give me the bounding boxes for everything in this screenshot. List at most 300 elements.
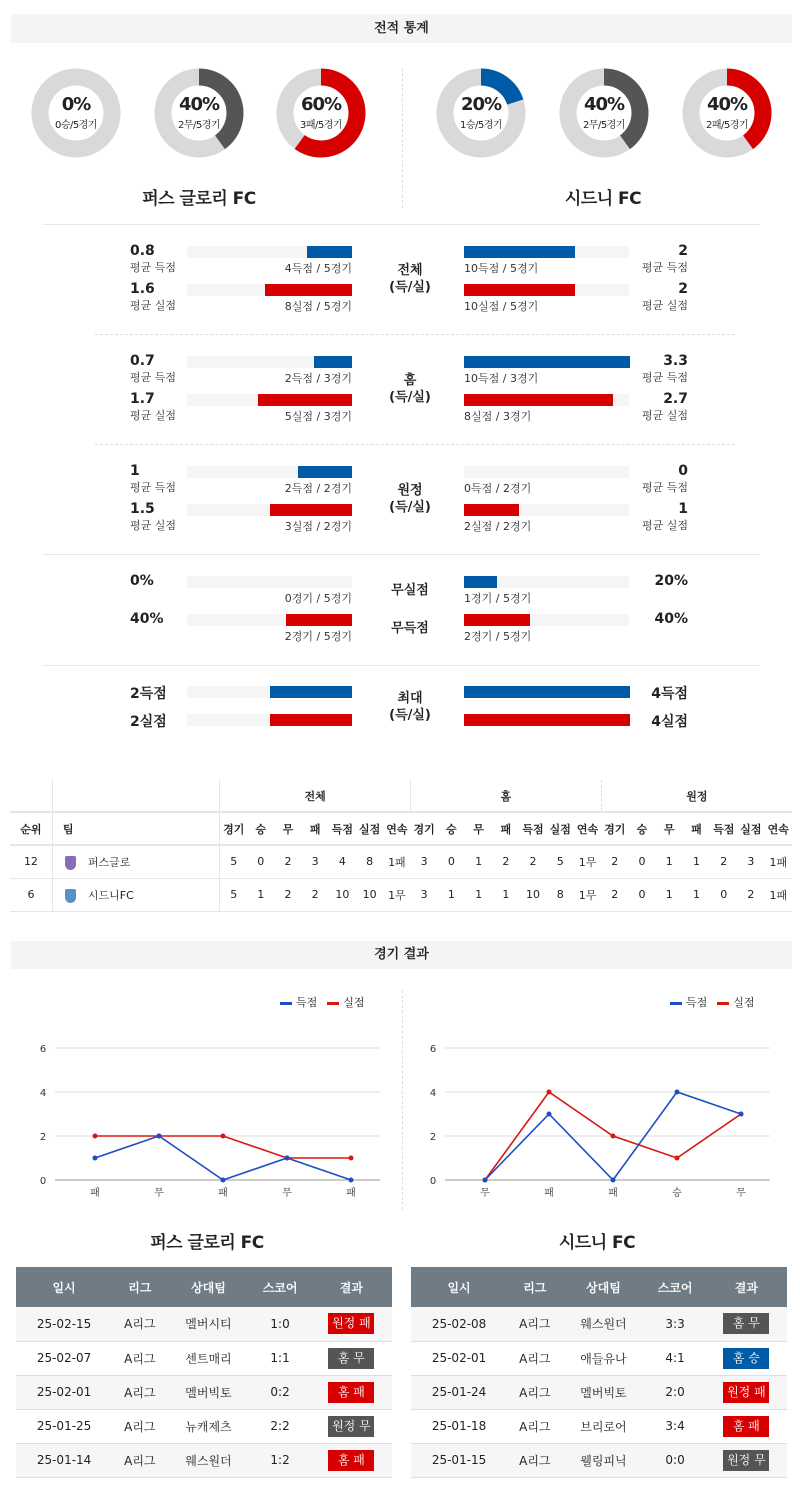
donut-caption: 0승/5경기 xyxy=(54,120,98,131)
left-bar xyxy=(187,504,352,516)
x-tick-label: 패 xyxy=(346,1188,356,1199)
right-bar xyxy=(464,394,629,406)
column-header: 무 xyxy=(663,822,675,836)
column-header: 실점 xyxy=(359,822,381,836)
stat-cell: 1패 xyxy=(769,855,788,869)
x-tick-label: 패 xyxy=(218,1188,228,1199)
stat-cell: 1 xyxy=(502,888,510,901)
right-bar-fill xyxy=(464,576,497,588)
result-cell: 2:0 xyxy=(644,1375,705,1409)
column-header: 패 xyxy=(309,822,321,836)
left-bar xyxy=(187,284,352,296)
column-header: 결과 xyxy=(311,1267,392,1307)
right-value: 2 xyxy=(678,281,688,297)
stat-cell: 2 xyxy=(311,888,319,901)
group-header: 홈 xyxy=(411,780,602,812)
data-point xyxy=(93,1134,98,1139)
right-info: 0득점 / 2경기 xyxy=(464,482,532,495)
right-bar-fill xyxy=(464,394,613,406)
left-label: 평균 득점 xyxy=(130,261,177,274)
result-cell: 25-02-15 xyxy=(16,1307,112,1341)
left-value: 0.7 xyxy=(130,353,155,369)
team-name: 퍼스 글로리 FC xyxy=(142,189,256,209)
legend-label: 실점 xyxy=(733,996,755,1009)
left-info: 2득점 / 2경기 xyxy=(284,482,352,495)
right-value: 20% xyxy=(654,573,688,589)
column-header: 스코어 xyxy=(249,1267,310,1307)
chart-legend xyxy=(660,994,755,1010)
legend-label: 득점 xyxy=(686,996,708,1009)
data-point xyxy=(221,1134,226,1139)
result-cell: A리그 xyxy=(507,1443,562,1477)
blank xyxy=(52,780,219,812)
left-bar-fill xyxy=(270,714,353,726)
x-tick-label: 패 xyxy=(608,1188,618,1199)
result-cell xyxy=(706,1409,787,1443)
right-bar-fill xyxy=(464,246,575,258)
left-value: 0.8 xyxy=(130,243,155,259)
right-value: 4실점 xyxy=(651,714,688,730)
y-tick-label: 2 xyxy=(429,1132,437,1143)
data-point xyxy=(483,1178,488,1183)
column-header: 상대팀 xyxy=(563,1267,645,1307)
stat-cell: 1무 xyxy=(388,888,406,902)
stat-cell: 3 xyxy=(420,888,428,901)
x-tick-label: 패 xyxy=(544,1188,554,1199)
result-badge: 원정 패 xyxy=(328,1313,374,1334)
left-bar-fill xyxy=(270,686,353,698)
block-label: 전체 (득/실) xyxy=(389,263,431,295)
stat-cell: 1 xyxy=(257,888,265,901)
right-bar-fill xyxy=(464,614,530,626)
legend-swatch xyxy=(670,1002,682,1005)
result-cell: 1:0 xyxy=(249,1307,310,1341)
column-header: 무 xyxy=(282,822,294,836)
column-header: 패 xyxy=(691,822,702,836)
block-label: 원정 (득/실) xyxy=(389,483,431,515)
right-info: 1경기 / 5경기 xyxy=(464,592,532,605)
stat-cell: 8 xyxy=(556,888,564,901)
left-info: 2득점 / 3경기 xyxy=(284,372,352,385)
result-cell: 25-01-14 xyxy=(16,1443,112,1477)
column-header: 일시 xyxy=(16,1267,112,1307)
right-bar xyxy=(464,576,629,588)
result-cell xyxy=(311,1375,392,1409)
right-bar-fill xyxy=(464,714,630,726)
result-cell: A리그 xyxy=(112,1307,167,1341)
result-cell: 멜버빅토 xyxy=(168,1375,250,1409)
chart-legend xyxy=(270,994,365,1010)
left-bar-fill xyxy=(314,356,352,368)
result-cell: A리그 xyxy=(507,1307,562,1341)
stat-cell: 1무 xyxy=(578,888,597,902)
right-bar xyxy=(464,686,629,698)
stat-cell: 2 xyxy=(611,888,619,901)
left-info: 5실점 / 3경기 xyxy=(284,410,352,423)
result-cell: 0:0 xyxy=(644,1443,705,1477)
stat-cell: 2 xyxy=(720,855,728,869)
result-row xyxy=(16,1341,392,1375)
legend-swatch xyxy=(717,1002,729,1005)
donut-win xyxy=(436,68,526,158)
left-info: 8실점 / 5경기 xyxy=(284,300,352,313)
stat-cell: 1 xyxy=(475,855,483,869)
stat-cell: 2 xyxy=(529,855,537,869)
left-bar-fill xyxy=(265,284,352,296)
data-point xyxy=(739,1112,744,1117)
stat-cell: 3 xyxy=(420,855,428,869)
stat-cell: 0 xyxy=(257,855,265,869)
donut-caption: 3패/5경기 xyxy=(299,120,343,131)
standings-row xyxy=(10,845,792,878)
y-tick-label: 6 xyxy=(429,1044,437,1055)
stat-cell: 10 xyxy=(362,888,377,901)
team-name: 시드니 FC xyxy=(564,189,642,209)
rank: 6 xyxy=(10,878,52,911)
team-logo-icon xyxy=(65,856,76,870)
result-badge: 홈 패 xyxy=(328,1382,374,1403)
right-bar xyxy=(464,714,629,726)
stat-cell: 0 xyxy=(638,855,646,869)
result-row xyxy=(411,1307,787,1341)
data-point xyxy=(547,1112,552,1117)
result-row xyxy=(411,1341,787,1375)
left-value: 2실점 xyxy=(130,714,167,730)
chart-divider xyxy=(402,990,403,1210)
data-point xyxy=(675,1090,680,1095)
divider xyxy=(95,444,735,445)
column-header: 승 xyxy=(446,822,457,836)
data-point xyxy=(675,1156,680,1161)
left-bar-fill xyxy=(298,466,352,478)
result-badge: 원정 무 xyxy=(328,1416,374,1437)
stat-cell: 1 xyxy=(665,855,673,869)
right-value: 1 xyxy=(678,501,688,517)
result-cell xyxy=(311,1307,392,1341)
column-header: 승 xyxy=(255,822,267,836)
rank-header: 순위 xyxy=(10,812,52,845)
column-header: 상대팀 xyxy=(168,1267,250,1307)
result-badge: 홈 무 xyxy=(328,1348,374,1369)
result-badge: 홈 패 xyxy=(328,1450,374,1471)
result-cell xyxy=(706,1443,787,1477)
stat-cell: 4 xyxy=(338,855,346,869)
stat-cell: 5 xyxy=(230,855,238,869)
stat-cell: 1 xyxy=(447,888,455,901)
left-bar-fill xyxy=(307,246,352,258)
donut-loss xyxy=(276,68,366,158)
right-bar xyxy=(464,246,629,258)
result-cell: 3:4 xyxy=(644,1409,705,1443)
donut-win xyxy=(31,68,121,158)
result-cell: A리그 xyxy=(507,1409,562,1443)
left-bar xyxy=(187,714,352,726)
column-header: 패 xyxy=(500,822,512,836)
donut-percent: 60% xyxy=(300,94,342,115)
left-bar xyxy=(187,576,352,588)
x-tick-label: 무 xyxy=(154,1188,164,1199)
left-bar-fill xyxy=(258,394,352,406)
left-value: 1.7 xyxy=(130,391,155,407)
result-cell: A리그 xyxy=(112,1443,167,1477)
divider xyxy=(43,554,760,555)
team-logo-icon xyxy=(65,889,76,903)
stats-section-header: 전적 통계 xyxy=(11,14,792,43)
right-bar xyxy=(464,356,629,368)
stat-cell: 1 xyxy=(692,855,700,869)
stat-cell: 8 xyxy=(366,855,374,869)
right-label: 평균 실점 xyxy=(641,519,688,532)
right-bar-fill xyxy=(464,504,519,516)
donut-caption: 2무/5경기 xyxy=(582,120,626,131)
stat-cell: 1패 xyxy=(388,855,406,869)
column-header: 경기 xyxy=(604,822,626,836)
legend-swatch xyxy=(280,1002,292,1005)
line-chart xyxy=(35,1040,380,1200)
x-tick-label: 무 xyxy=(736,1188,746,1199)
donut-draw xyxy=(154,68,244,158)
result-row xyxy=(411,1375,787,1409)
donut-caption: 2패/5경기 xyxy=(705,120,749,131)
right-value: 3.3 xyxy=(663,353,688,369)
result-row xyxy=(16,1409,392,1443)
right-value: 2 xyxy=(678,243,688,259)
donut-percent: 0% xyxy=(61,94,91,115)
right-bar xyxy=(464,284,629,296)
result-cell: 25-01-15 xyxy=(411,1443,507,1477)
column-header: 연속 xyxy=(576,822,599,836)
donut-percent: 20% xyxy=(460,94,502,115)
left-bar xyxy=(187,246,352,258)
standings-row xyxy=(10,878,792,911)
stat-cell: 2 xyxy=(502,855,510,869)
result-badge: 원정 패 xyxy=(723,1382,769,1403)
result-cell: 25-01-25 xyxy=(16,1409,112,1443)
right-value: 40% xyxy=(654,611,688,627)
left-value: 40% xyxy=(130,611,164,627)
right-value: 2.7 xyxy=(663,391,688,407)
legend-label: 실점 xyxy=(343,996,365,1009)
donut-draw xyxy=(559,68,649,158)
left-label: 평균 득점 xyxy=(130,371,177,384)
data-point xyxy=(349,1178,354,1183)
result-row xyxy=(16,1375,392,1409)
x-tick-label: 승 xyxy=(672,1188,682,1199)
donut-caption: 1승/5경기 xyxy=(459,120,503,131)
stat-cell: 5 xyxy=(556,855,564,869)
group-header: 전체 xyxy=(220,780,411,812)
y-tick-label: 6 xyxy=(39,1044,47,1055)
results-section-header: 경기 결과 xyxy=(11,941,792,969)
result-row xyxy=(411,1409,787,1443)
result-cell: A리그 xyxy=(112,1375,167,1409)
stat-cell: 0 xyxy=(447,855,455,869)
clean-label: 무실점 xyxy=(391,583,429,598)
result-cell: A리그 xyxy=(507,1375,562,1409)
left-bar xyxy=(187,686,352,698)
stat-cell: 3 xyxy=(747,855,755,869)
result-cell: A리그 xyxy=(112,1341,167,1375)
donut-loss xyxy=(682,68,772,158)
stat-cell: 0 xyxy=(638,888,646,901)
team[interactable]: 퍼스글로 xyxy=(52,845,219,878)
data-point xyxy=(611,1134,616,1139)
stat-cell: 1패 xyxy=(769,888,788,902)
donut-caption: 2무/5경기 xyxy=(177,120,221,131)
group-header: 원정 xyxy=(686,789,708,803)
left-bar-fill xyxy=(286,614,352,626)
data-point xyxy=(285,1156,290,1161)
left-value: 0% xyxy=(130,573,154,589)
column-header: 무 xyxy=(473,822,484,836)
column-header: 일시 xyxy=(411,1267,507,1307)
stat-cell: 10 xyxy=(526,888,541,901)
column-header: 실점 xyxy=(740,822,762,836)
left-bar xyxy=(187,466,352,478)
left-value: 2득점 xyxy=(130,686,167,702)
left-bar-fill xyxy=(270,504,353,516)
stat-cell: 1무 xyxy=(578,855,597,869)
right-info: 10실점 / 5경기 xyxy=(464,300,539,313)
right-label: 평균 득점 xyxy=(641,371,688,384)
stat-cell: 10 xyxy=(335,888,350,901)
right-label: 평균 득점 xyxy=(641,261,688,274)
data-point xyxy=(547,1090,552,1095)
left-info: 2경기 / 5경기 xyxy=(284,630,352,643)
right-bar-fill xyxy=(464,686,630,698)
result-cell xyxy=(706,1375,787,1409)
left-value: 1 xyxy=(130,463,140,479)
right-label: 평균 실점 xyxy=(641,299,688,312)
result-cell: 센트매리 xyxy=(168,1341,250,1375)
stat-cell: 1 xyxy=(665,888,673,901)
column-header: 리그 xyxy=(112,1267,167,1307)
donut-percent: 40% xyxy=(583,94,625,115)
y-tick-label: 0 xyxy=(429,1176,437,1187)
left-label: 평균 실점 xyxy=(130,299,177,312)
left-label: 평균 실점 xyxy=(130,409,177,422)
legend-swatch xyxy=(327,1002,339,1005)
data-point xyxy=(157,1134,162,1139)
column-header: 승 xyxy=(636,822,648,836)
y-tick-label: 4 xyxy=(429,1088,437,1099)
clean-label: 무득점 xyxy=(391,621,429,636)
right-info: 2경기 / 5경기 xyxy=(464,630,532,643)
result-cell: 1:1 xyxy=(249,1341,310,1375)
data-point xyxy=(349,1156,354,1161)
x-tick-label: 무 xyxy=(282,1188,292,1199)
left-label: 평균 득점 xyxy=(130,481,177,494)
result-cell: 0:2 xyxy=(249,1375,310,1409)
blank xyxy=(10,780,52,812)
right-value: 0 xyxy=(678,463,688,479)
data-point xyxy=(611,1178,616,1183)
result-row xyxy=(411,1443,787,1477)
result-cell: 25-01-24 xyxy=(411,1375,507,1409)
left-bar xyxy=(187,394,352,406)
result-cell: 브리로어 xyxy=(563,1409,645,1443)
result-cell: 뉴캐제츠 xyxy=(168,1409,250,1443)
result-row xyxy=(16,1443,392,1477)
chart-team-name: 시드니 FC xyxy=(558,1233,636,1253)
stat-cell: 2 xyxy=(747,888,755,901)
right-label: 평균 득점 xyxy=(641,481,688,494)
column-header: 경기 xyxy=(223,822,245,836)
column-header: 득점 xyxy=(713,822,735,836)
legend-label: 득점 xyxy=(296,996,318,1009)
donut-percent: 40% xyxy=(178,94,220,115)
column-header: 경기 xyxy=(413,822,435,836)
result-cell: 웰링피닉 xyxy=(563,1443,645,1477)
result-cell xyxy=(706,1341,787,1375)
left-info: 4득점 / 5경기 xyxy=(284,262,352,275)
result-cell xyxy=(311,1443,392,1477)
right-bar xyxy=(464,614,629,626)
column-header: 득점 xyxy=(522,822,544,836)
result-cell: A리그 xyxy=(507,1341,562,1375)
result-row xyxy=(16,1307,392,1341)
result-cell: 멜버빅토 xyxy=(563,1375,645,1409)
column-header: 연속 xyxy=(767,822,789,836)
result-cell xyxy=(706,1307,787,1341)
right-value: 4득점 xyxy=(651,686,688,702)
result-badge: 홈 승 xyxy=(723,1348,769,1369)
stat-cell: 2 xyxy=(611,855,619,869)
result-cell xyxy=(311,1341,392,1375)
max-label: 최대 (득/실) xyxy=(389,691,431,723)
stat-cell: 2 xyxy=(284,855,292,869)
right-bar-fill xyxy=(464,284,575,296)
result-cell: 25-02-01 xyxy=(16,1375,112,1409)
result-cell: 25-01-18 xyxy=(411,1409,507,1443)
result-badge: 원정 무 xyxy=(723,1450,769,1471)
column-header: 득점 xyxy=(331,822,354,836)
x-tick-label: 패 xyxy=(90,1188,100,1199)
divider xyxy=(95,334,735,335)
stat-cell: 0 xyxy=(720,888,728,901)
team[interactable]: 시드니FC xyxy=(52,878,219,911)
column-header: 연속 xyxy=(386,822,408,836)
left-label: 평균 실점 xyxy=(130,519,177,532)
result-badge: 홈 패 xyxy=(723,1416,769,1437)
right-bar xyxy=(464,466,629,478)
y-tick-label: 0 xyxy=(39,1176,47,1187)
result-cell: 웨스원더 xyxy=(563,1307,645,1341)
result-cell: 4:1 xyxy=(644,1341,705,1375)
stat-cell: 5 xyxy=(230,888,238,901)
left-value: 1.6 xyxy=(130,281,155,297)
right-bar xyxy=(464,504,629,516)
data-point xyxy=(221,1178,226,1183)
result-cell: 웨스원더 xyxy=(168,1443,250,1477)
divider xyxy=(43,224,760,225)
result-cell: 3:3 xyxy=(644,1307,705,1341)
result-cell: 멜버시티 xyxy=(168,1307,250,1341)
column-header: 리그 xyxy=(507,1267,562,1307)
results-table xyxy=(411,1267,787,1478)
result-cell: A리그 xyxy=(112,1409,167,1443)
right-bar-fill xyxy=(464,356,630,368)
left-bar xyxy=(187,614,352,626)
stat-cell: 2 xyxy=(284,888,292,901)
chart-team-name: 퍼스 글로리 FC xyxy=(150,1233,264,1253)
right-label: 평균 실점 xyxy=(641,409,688,422)
team-divider xyxy=(402,68,403,208)
block-label: 홈 (득/실) xyxy=(389,373,431,405)
result-cell: 2:2 xyxy=(249,1409,310,1443)
line-chart xyxy=(425,1040,770,1200)
x-tick-label: 무 xyxy=(480,1188,490,1199)
